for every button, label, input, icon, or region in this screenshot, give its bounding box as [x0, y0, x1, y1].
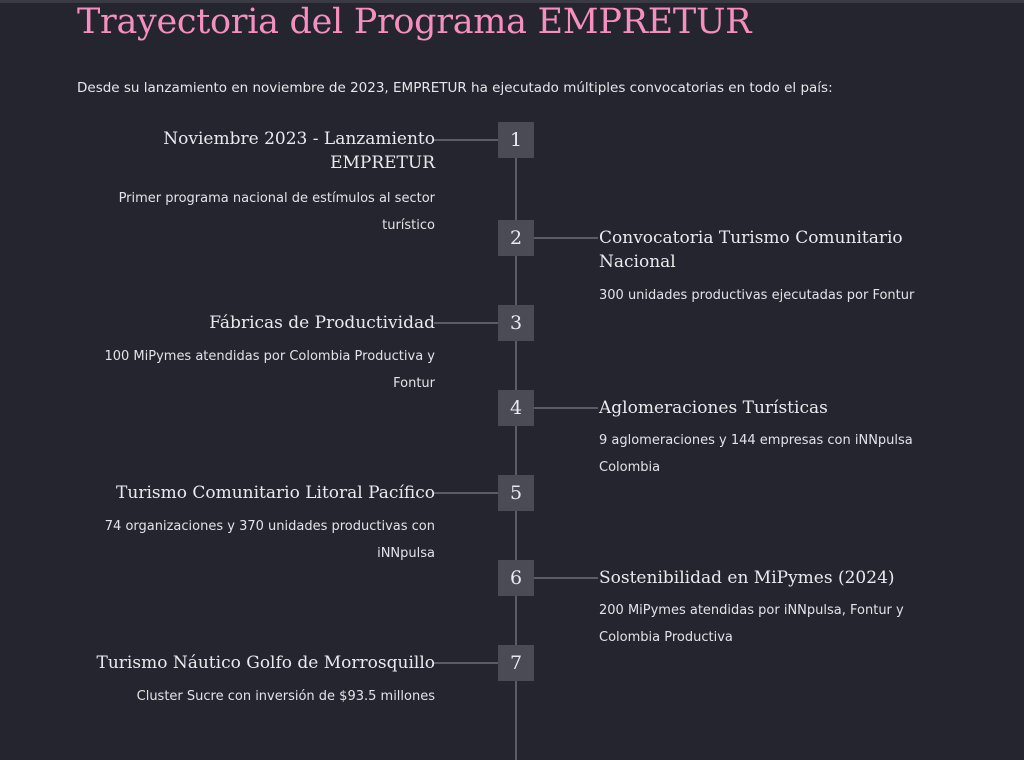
timeline-marker-7: 7 — [498, 645, 534, 681]
timeline-item-desc-6: 200 MiPymes atendidas por iNNpulsa, Fontur y Colombia Productiva — [599, 603, 904, 645]
timeline-connector — [434, 492, 498, 494]
timeline-connector — [534, 237, 598, 239]
timeline-item-desc-3: 100 MiPymes atendidas por Colombia Productiva y Fontur — [104, 349, 435, 391]
timeline-marker-5: 5 — [498, 475, 534, 511]
timeline-connector — [434, 322, 498, 324]
timeline-connector — [434, 139, 498, 141]
timeline-marker-3: 3 — [498, 305, 534, 341]
timeline-item-title-4: Aglomeraciones Turísticas — [599, 398, 828, 418]
page-title: Trayectoria del Programa EMPRETUR — [77, 2, 752, 42]
timeline-item-title-5: Turismo Comunitario Litoral Pacífico — [116, 483, 435, 503]
timeline-marker-4: 4 — [498, 390, 534, 426]
timeline-item-desc-4: 9 aglomeraciones y 144 empresas con iNNpulsa Colombia — [599, 433, 913, 475]
timeline-connector — [534, 407, 598, 409]
timeline-connector — [434, 662, 498, 664]
timeline-item-desc-5: 74 organizaciones y 370 unidades productivas con iNNpulsa — [104, 519, 435, 561]
timeline-item-desc-1: Primer programa nacional de estímulos al sector turístico — [118, 191, 435, 233]
timeline-item-title-6: Sostenibilidad en MiPymes (2024) — [599, 568, 895, 588]
timeline-marker-6: 6 — [498, 560, 534, 596]
timeline-item-title-2: Convocatoria Turismo Comunitario Nacional — [599, 228, 903, 272]
timeline-marker-1: 1 — [498, 122, 534, 158]
timeline-connector — [534, 577, 598, 579]
timeline-marker-2: 2 — [498, 220, 534, 256]
timeline-item-title-3: Fábricas de Productividad — [209, 313, 435, 333]
timeline-item-desc-2: 300 unidades productivas ejecutadas por Fontur — [599, 288, 915, 303]
timeline-item-title-7: Turismo Náutico Golfo de Morrosquillo — [96, 653, 435, 673]
intro-text: Desde su lanzamiento en noviembre de 2023, EMPRETUR ha ejecutado múltiples convocatorias en todo el país: — [77, 80, 833, 96]
timeline-item-desc-7: Cluster Sucre con inversión de $93.5 millones — [136, 689, 435, 704]
timeline-item-title-1: Noviembre 2023 - Lanzamiento EMPRETUR — [163, 129, 435, 173]
